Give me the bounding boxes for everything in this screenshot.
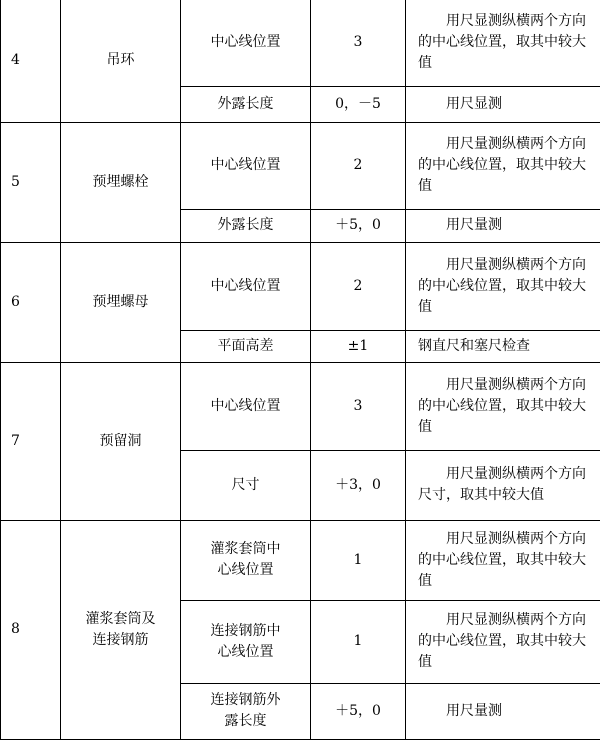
item-name (61, 520, 181, 739)
tolerance-value: 0，－5 (311, 86, 406, 122)
check-item (181, 520, 311, 600)
table-row (1, 0, 600, 86)
tolerance-value: 3 (311, 0, 406, 86)
check-method: 用尺显测 (406, 86, 600, 122)
check-item-line: 心线位置 (217, 643, 274, 660)
check-item: 尺寸 (181, 450, 311, 520)
check-item: 中心线位置 (181, 0, 311, 86)
check-method: 用尺量测纵横两个方向尺寸，取其中较大值 (406, 450, 600, 520)
item-name: 吊环 (61, 0, 181, 122)
check-method: 钢直尺和塞尺检查 (406, 330, 600, 362)
item-number: 6 (1, 242, 61, 362)
check-item-line: 心线位置 (217, 562, 274, 578)
item-number: 7 (1, 362, 61, 520)
check-method: 用尺量测 (406, 683, 600, 739)
item-name: 预留洞 (61, 362, 181, 520)
check-method: 用尺量测纵横两个方向的中心线位置，取其中较大值 (406, 122, 600, 209)
tolerance-value: 3 (311, 362, 406, 450)
check-item-line: 露长度 (224, 713, 267, 729)
item-name: 预埋螺母 (61, 242, 181, 362)
check-item: 中心线位置 (181, 362, 311, 450)
check-method: 用尺量测纵横两个方向的中心线位置，取其中较大值 (406, 362, 600, 450)
check-method: 用尺显测纵横两个方向的中心线位置，取其中较大值 (406, 520, 600, 600)
table-row (1, 520, 600, 600)
check-item: 外露长度 (181, 86, 311, 122)
item-name-line: 灌浆套筒及 (85, 610, 156, 627)
item-name-line: 连接钢筋 (92, 631, 149, 648)
tolerance-value: ＋3，0 (311, 450, 406, 520)
check-item (181, 683, 311, 739)
check-item-line: 灌浆套筒中 (210, 541, 281, 557)
tolerance-value: 2 (311, 242, 406, 330)
check-method: 用尺量测 (406, 209, 600, 242)
item-number: 5 (1, 122, 61, 242)
table-row (1, 242, 600, 330)
check-method: 用尺显测纵横两个方向的中心线位置，取其中较大值 (406, 0, 600, 86)
table-row (1, 362, 600, 450)
table-row (1, 122, 600, 209)
tolerance-value: ±1 (311, 330, 406, 362)
tolerance-value: ＋5，0 (311, 209, 406, 242)
tolerance-value: ＋5，0 (311, 683, 406, 739)
tolerance-value: 2 (311, 122, 406, 209)
check-item (181, 600, 311, 683)
check-item-line: 连接钢筋中 (210, 622, 281, 639)
item-name: 预埋螺栓 (61, 122, 181, 242)
check-item: 中心线位置 (181, 122, 311, 209)
check-item: 外露长度 (181, 209, 311, 242)
item-number: 4 (1, 0, 61, 122)
check-item: 平面高差 (181, 330, 311, 362)
tolerance-value: 1 (311, 520, 406, 600)
item-number: 8 (1, 520, 61, 739)
check-method: 用尺量测纵横两个方向的中心线位置，取其中较大值 (406, 242, 600, 330)
check-item: 中心线位置 (181, 242, 311, 330)
check-item-line: 连接钢筋外 (210, 692, 281, 708)
tolerance-value: 1 (311, 600, 406, 683)
check-method: 用尺显测纵横两个方向的中心线位置，取其中较大值 (406, 600, 600, 683)
